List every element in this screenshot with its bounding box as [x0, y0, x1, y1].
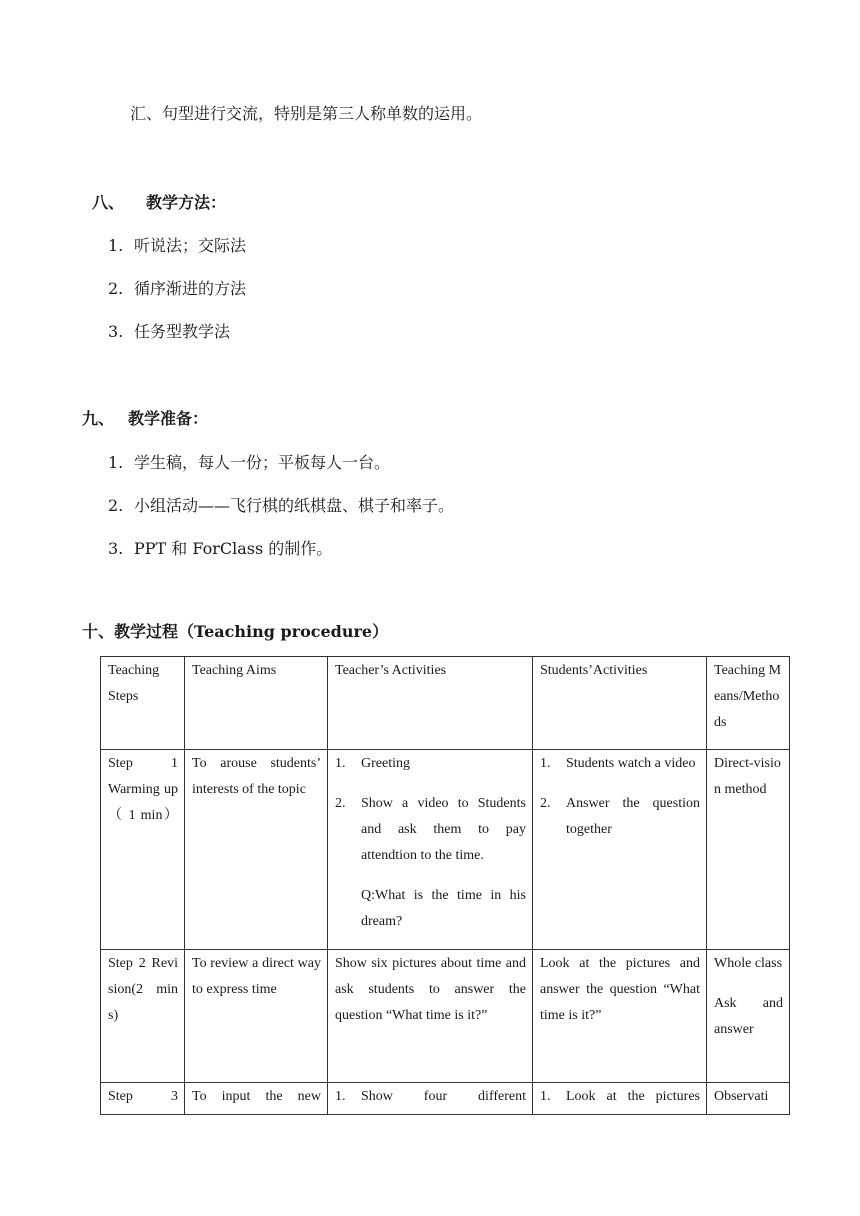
row3-students: [533, 1083, 707, 1115]
table-row: [101, 750, 790, 950]
section9-title: 教学准备：: [128, 409, 209, 428]
section8-item-3-text: 任务型教学法: [134, 322, 231, 341]
row1-step: Step 1 Warming up （ 1 min）: [101, 750, 185, 950]
section8-number: 八、: [92, 193, 125, 212]
section9-item-1-text: 学生稿，每人一份；平板每人一台。: [134, 453, 391, 472]
header-teacher: Teacher’s Activities: [328, 657, 533, 750]
row1-aims: To arouse students’ interests of the topic: [185, 750, 328, 950]
section9-number: 九、: [82, 409, 115, 428]
row2-means-1: Whole class: [714, 956, 783, 971]
teaching-procedure-table: [100, 656, 790, 1115]
section8-item-1: 1. 听说法；交际法: [108, 236, 247, 255]
section9-item-1: 1. 学生稿，每人一份；平板每人一台。: [108, 453, 391, 472]
header-steps: Teaching Steps: [101, 657, 185, 750]
table-row: [101, 950, 790, 1083]
row3-teacher: [328, 1083, 533, 1115]
row1-students-item-2: 2. Answer the question together: [540, 796, 700, 837]
row3-means: Observati: [707, 1083, 790, 1115]
section8-title: 教学方法：: [146, 193, 227, 212]
row1-teacher-note: Q:What is the time in his dream?: [361, 888, 526, 929]
row3-step: Step 3: [101, 1083, 185, 1115]
row1-means: Direct-vision method: [707, 750, 790, 950]
row2-step: Step 2 Revision(2 mins): [101, 950, 185, 1083]
row3-teacher-item-1: 1. Show four different: [335, 1089, 526, 1104]
row1-students-item-1: 1. Students watch a video: [540, 756, 696, 771]
section9-item-2-text: 小组活动——飞行棋的纸棋盘、棋子和率子。: [134, 496, 455, 515]
section8-item-2-text: 循序渐进的方法: [134, 279, 247, 298]
row2-aims: To review a direct way to express time: [185, 950, 328, 1083]
intro-line: 汇、句型进行交流，特别是第三人称单数的运用。: [130, 104, 483, 123]
section8-item-3: 3. 任务型教学法: [108, 322, 231, 341]
section9-item-3-text: PPT 和 ForClass 的制作。: [134, 539, 333, 558]
header-means: Teaching Means/Methods: [707, 657, 790, 750]
row2-means-2: Ask and answer: [714, 996, 783, 1037]
row1-teacher-item-1: 1. Greeting: [335, 756, 410, 771]
row1-students: [533, 750, 707, 950]
row2-means: [707, 950, 790, 1083]
table-header-row: [101, 657, 790, 750]
row1-teacher: [328, 750, 533, 950]
section9-item-3: 3. PPT 和 ForClass 的制作。: [108, 539, 333, 558]
section9-item-2: 2. 小组活动——飞行棋的纸棋盘、棋子和率子。: [108, 496, 455, 515]
row3-aims: To input the new: [185, 1083, 328, 1115]
row3-students-item-1: 1. Look at the pictures: [540, 1089, 700, 1104]
row2-students: Look at the pictures and answer the question “What time is it?”: [533, 950, 707, 1083]
row1-teacher-item-2: 2. Show a video to Students and ask them to pay attendtion to the time.: [335, 796, 526, 863]
section10-heading: 十、教学过程（Teaching procedure）: [82, 622, 389, 641]
section9-heading: [82, 406, 208, 429]
section8-item-2: 2. 循序渐进的方法: [108, 279, 247, 298]
section8-heading: [92, 190, 226, 213]
row2-teacher: Show six pictures about time and ask students to answer the question “What time is it?”: [328, 950, 533, 1083]
section8-item-1-text: 听说法；交际法: [134, 236, 247, 255]
table-row: [101, 1083, 790, 1115]
header-students: Students’Activities: [533, 657, 707, 750]
header-aims: Teaching Aims: [185, 657, 328, 750]
